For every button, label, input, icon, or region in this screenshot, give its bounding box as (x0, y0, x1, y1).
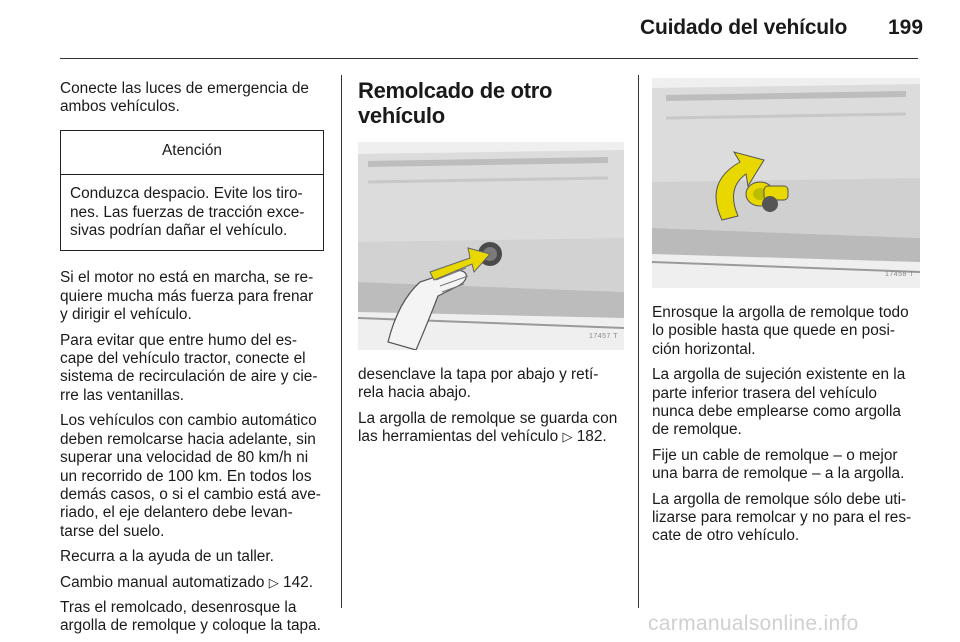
column-right (652, 78, 920, 553)
caution-heading: Atención (61, 131, 323, 175)
figure-tow-eye-screwed (652, 78, 920, 288)
caution-box (60, 130, 324, 252)
cross-reference-line (60, 574, 324, 592)
paragraph: Si el motor no está en marcha, se re-quiere mucha más fuerza para frenar y dirigir el vehículo. (60, 269, 314, 324)
intro-paragraph: Conecte las luces de emergencia de ambos vehículos. (60, 80, 309, 116)
triangle-right-icon: ▷ (268, 574, 279, 590)
triangle-right-icon: ▷ (562, 429, 573, 445)
paragraph: Enrosque la argolla de remolque todo lo posible hasta que quede en posi-ción horizontal. (652, 304, 909, 358)
paragraph: La argolla de sujeción existente en la parte inferior trasera del vehículo nunca debe emplearse como argolla de remolque. (652, 366, 906, 439)
paragraph: Los vehículos con cambio automático deben remolcarse hacia adelante, sin superar una velocidad de 80 km/h ni un recorrido de 100 km. En todos los demás casos, o si el cambio está ave-riado, el eje delantero debe levan-tarse del suelo. (60, 412, 321, 540)
paragraph: Recurra a la ayuda de un taller. (60, 548, 274, 566)
paragraph-with-reference (358, 410, 624, 447)
column-middle (358, 78, 624, 454)
paragraph: Fije un cable de remolque – o mejor una barra de remolque – a la argolla. (652, 446, 905, 483)
paragraph: La argolla de remolque sólo debe uti-lizarse para remolcar y no para el res-cate de otro vehículo. (652, 490, 912, 545)
figure-code: 17457 T (588, 332, 618, 340)
paragraph-text: La argolla de remolque se guarda con las herramientas del vehículo (358, 409, 618, 446)
cross-reference-text: Cambio manual automatizado (60, 573, 265, 591)
section-title: Remolcado de otro vehículo (358, 78, 553, 128)
header-divider (60, 58, 918, 59)
column-divider-2 (638, 75, 639, 608)
cross-reference-page[interactable]: 142. (283, 573, 313, 591)
watermark: carmanualsonline.info (648, 612, 859, 635)
figure-tow-eye-cover (358, 142, 624, 350)
tow-eye-illustration (652, 78, 920, 288)
figure-code: 17458 T (884, 270, 914, 278)
caution-text: Conduzca despacio. Evite los tiro-nes. Las fuerzas de tracción exce-sivas podrían dañar el vehículo. (70, 185, 305, 240)
cross-reference-page[interactable]: 182. (576, 428, 607, 446)
column-divider-1 (341, 75, 342, 608)
paragraph: Tras el remolcado, desenrosque la argolla de remolque y coloque la tapa. (60, 598, 321, 635)
page-number: 199 (888, 16, 924, 39)
column-left (60, 80, 324, 642)
page-header-title: Cuidado del vehículo (640, 16, 848, 39)
paragraph: desenclave la tapa por abajo y retí-rela hacia abajo. (358, 366, 599, 402)
bumper-cover-illustration (358, 142, 624, 350)
paragraph: Para evitar que entre humo del es-cape del vehículo tractor, conecte el sistema de recirculación de aire y cie-rre las ventanillas. (60, 331, 318, 404)
